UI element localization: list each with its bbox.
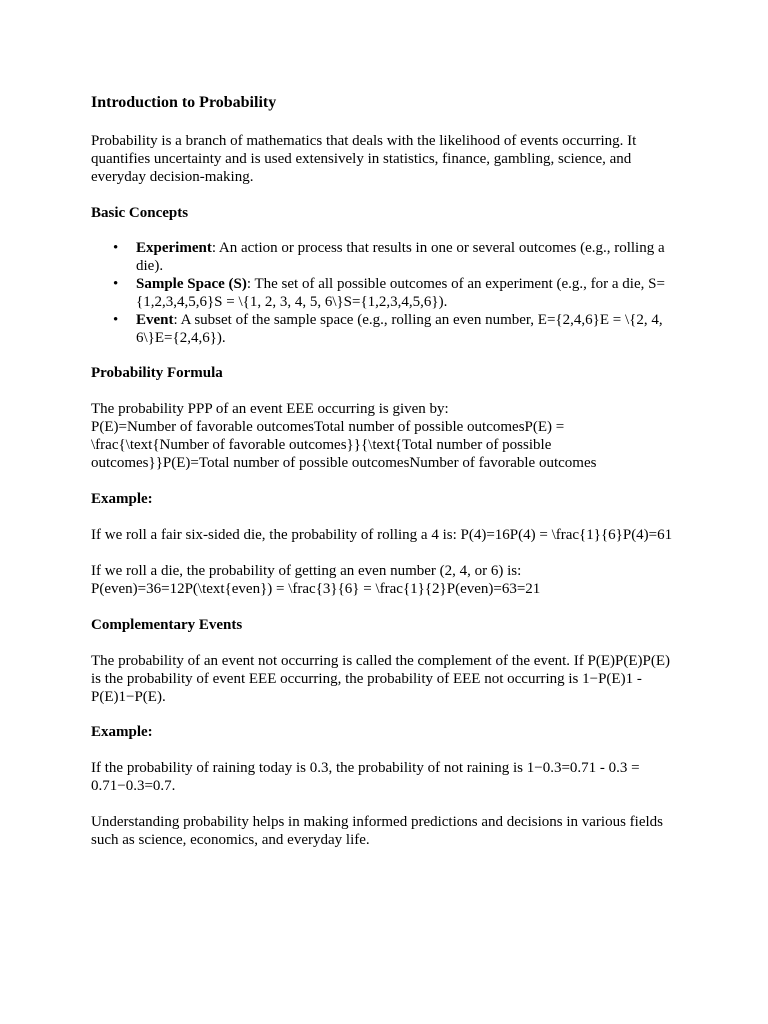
term-sample-space: Sample Space (S) xyxy=(136,276,247,292)
bullet-icon: • xyxy=(113,276,119,292)
probability-formula-heading: Probability Formula xyxy=(91,365,223,381)
complementary-paragraph: The probability of an event not occurring is called the complement of the event. If P(E)P(E)P(E) is the probability of event EEE occurring, the probability of EEE not occurring is 1−P(E)1 - P(E)1−P(E). xyxy=(91,653,670,705)
term-experiment: Experiment xyxy=(136,240,212,256)
term-event: Event xyxy=(136,312,174,328)
example-heading-2: Example: xyxy=(91,724,153,740)
basic-concepts-heading: Basic Concepts xyxy=(91,205,189,221)
example-heading-1: Example: xyxy=(91,491,153,507)
bullet-icon: • xyxy=(113,312,119,328)
list-item-event xyxy=(91,311,681,347)
complementary-events-heading: Complementary Events xyxy=(91,617,243,633)
formula-expression: P(E)=Number of favorable outcomesTotal number of possible outcomesP(E) = \frac{\text{Number of favorable outcomes}}{\text{Total number of possible outcomes}}P(E)=Total number of possible outcomesNumber of favorable outcomes xyxy=(91,419,597,471)
page-title: Introduction to Probability xyxy=(91,94,277,111)
basic-concepts-list xyxy=(91,239,681,347)
formula-paragraph xyxy=(91,400,681,472)
definition-sample-space: : The set of all possible outcomes of an experiment (e.g., for a die, S={1,2,3,4,5,6}S = \{1, 2, 3, 4, 5, 6\}S={1,2,3,4,5,6}). xyxy=(136,276,665,310)
definition-event: : A subset of the sample space (e.g., rolling an even number, E={2,4,6}E = \{2, 4, 6\}E={2,4,6}). xyxy=(136,312,663,346)
list-item-experiment xyxy=(91,239,681,275)
bullet-icon: • xyxy=(113,240,119,256)
conclusion-paragraph: Understanding probability helps in making informed predictions and decisions in various fields such as science, economics, and everyday life. xyxy=(91,814,663,848)
example-die-even: If we roll a die, the probability of getting an even number (2, 4, or 6) is: P(even)=36=12P(\text{even}) = \frac{3}{6} = \frac{1}{2}P(even)=63=21 xyxy=(91,563,541,597)
example-rain: If the probability of raining today is 0.3, the probability of not raining is 1−0.3=0.71 - 0.3 = 0.71−0.3=0.7. xyxy=(91,760,640,794)
intro-paragraph: Probability is a branch of mathematics that deals with the likelihood of events occurring. It quantifies uncertainty and is used extensively in statistics, finance, gambling, science, and everyday decision-making. xyxy=(91,133,637,185)
list-item-sample-space xyxy=(91,275,681,311)
example-die-four: If we roll a fair six-sided die, the probability of rolling a 4 is: P(4)=16P(4) = \frac{1}{6}P(4)=61 xyxy=(91,527,673,543)
definition-experiment: : An action or process that results in one or several outcomes (e.g., rolling a die). xyxy=(136,240,665,274)
formula-intro-text: The probability PPP of an event EEE occurring is given by: xyxy=(91,401,449,417)
